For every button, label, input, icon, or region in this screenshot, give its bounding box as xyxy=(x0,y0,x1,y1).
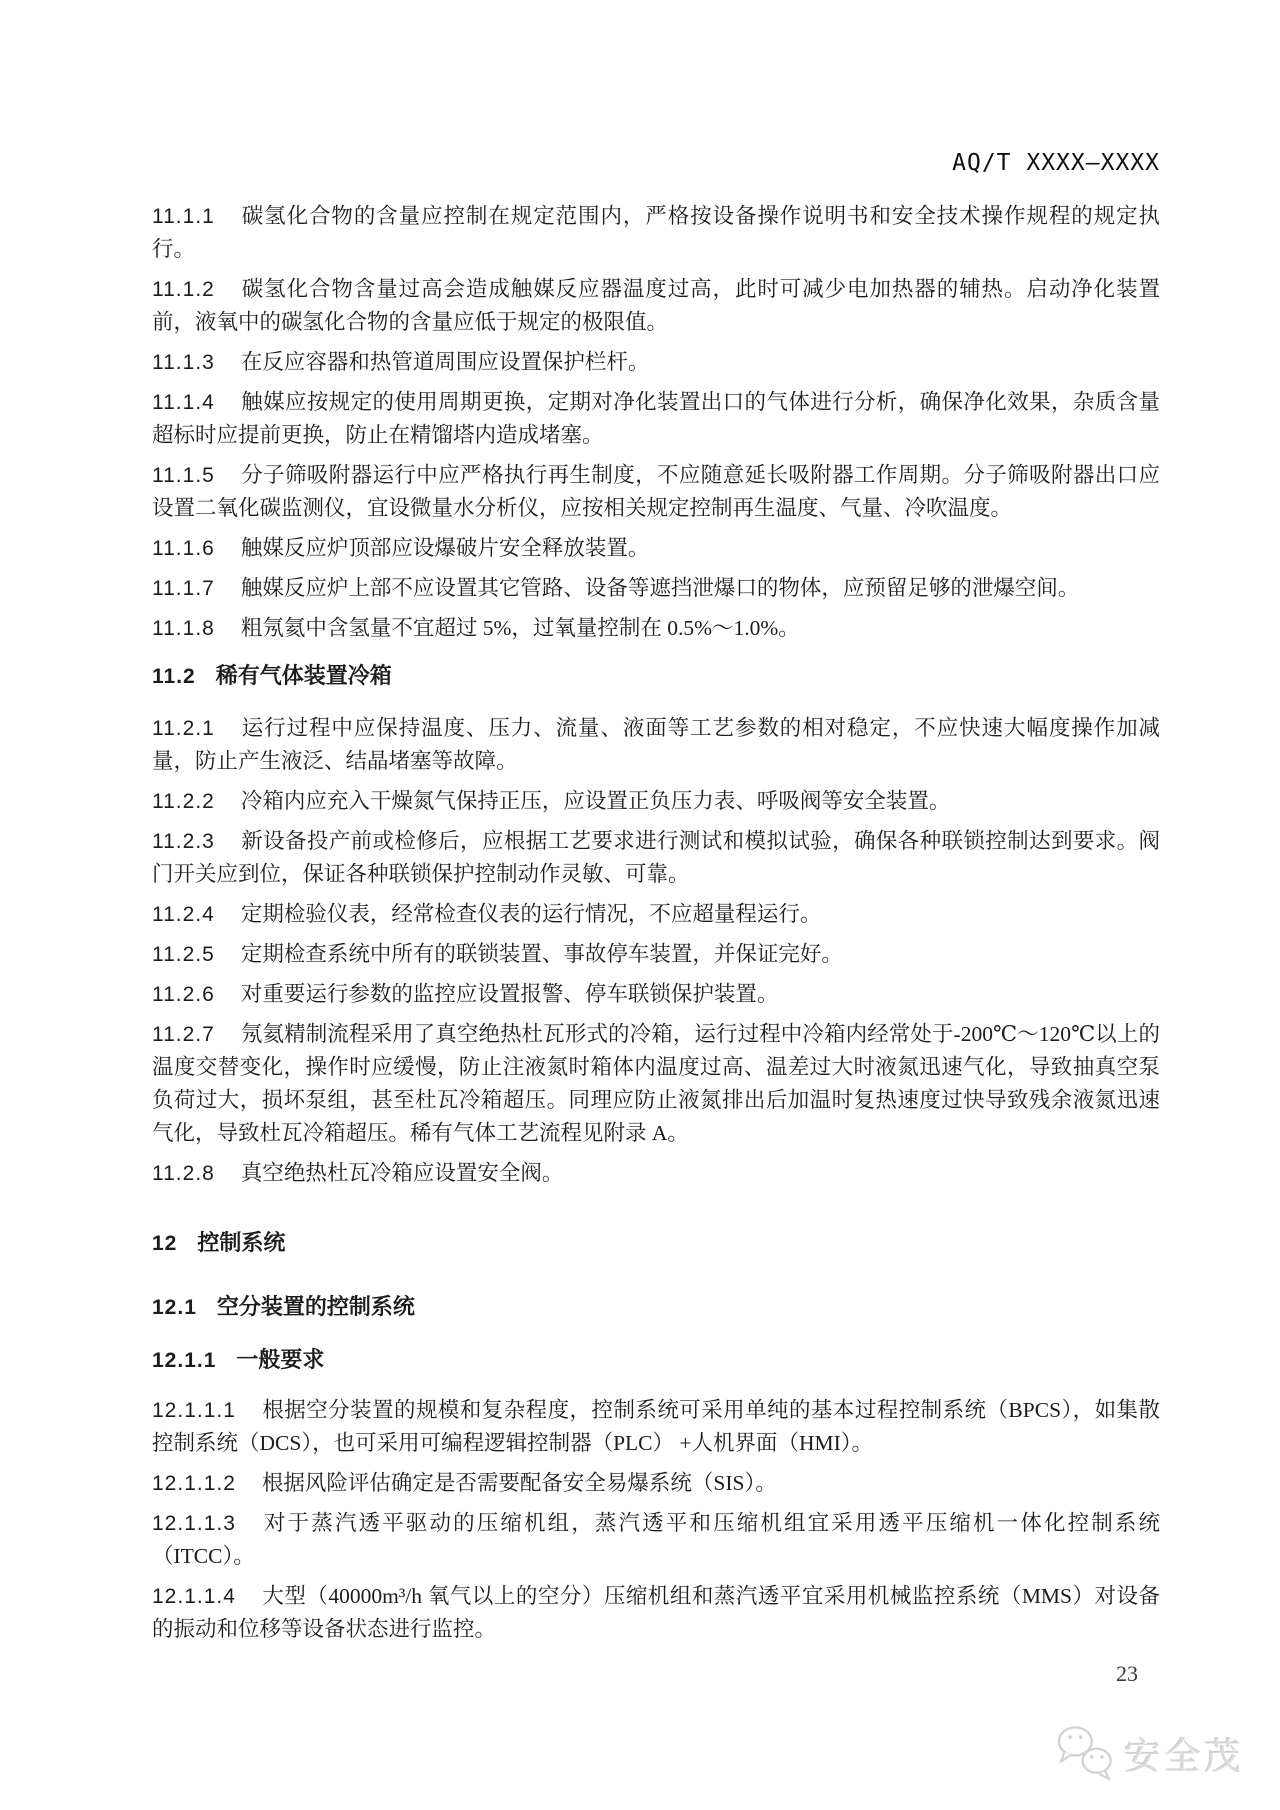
section-heading xyxy=(152,1290,1160,1324)
clause-text: 定期检验仪表，经常检查仪表的运行情况，不应超量程运行。 xyxy=(240,902,822,926)
clause-number: 11.2.6 xyxy=(152,983,215,1006)
clause-number: 12.1.1.2 xyxy=(152,1472,236,1495)
clause-paragraph xyxy=(152,532,1160,565)
page-number: 23 xyxy=(1116,1661,1138,1686)
clause-number: 12 xyxy=(152,1232,178,1255)
clause-number: 11.2.5 xyxy=(152,943,215,966)
clause-paragraph xyxy=(152,459,1160,525)
clause-paragraph xyxy=(152,898,1160,931)
clause-number: 12.1.1.4 xyxy=(152,1585,236,1608)
clause-text: 根据空分装置的规模和复杂程度，控制系统可采用单纯的基本过程控制系统（BPCS），如集散控制系统（DCS），也可采用可编程逻辑控制器（PLC） +人机界面（HMI）。 xyxy=(152,1398,1160,1455)
clause-number: 11.2.1 xyxy=(152,717,215,740)
clause-number: 11.1.6 xyxy=(152,537,215,560)
clause-text: 稀有气体装置冷箱 xyxy=(215,663,392,688)
clause-text: 一般要求 xyxy=(236,1347,325,1372)
clause-text: 运行过程中应保持温度、压力、流量、液面等工艺参数的相对稳定，不应快速大幅度操作加减量，防止产生液泛、结晶堵塞等故障。 xyxy=(152,716,1160,773)
clause-number: 11.2.4 xyxy=(152,903,215,926)
clause-number: 12.1.1.3 xyxy=(152,1512,236,1535)
section-heading xyxy=(152,1343,1160,1377)
clause-number: 11.2.2 xyxy=(152,790,215,813)
section-heading xyxy=(152,1226,1160,1260)
clause-number: 11.2.8 xyxy=(152,1162,215,1185)
clause-paragraph xyxy=(152,273,1160,339)
clause-paragraph xyxy=(152,978,1160,1011)
clause-text: 真空绝热杜瓦冷箱应设置安全阀。 xyxy=(240,1161,564,1185)
document-body xyxy=(152,200,1160,1653)
clause-number: 12.1 xyxy=(152,1296,197,1319)
section-heading xyxy=(152,659,1160,693)
clause-text: 触媒应按规定的使用周期更换，定期对净化装置出口的气体进行分析，确保净化效果，杂质含量超标时应提前更换，防止在精馏塔内造成堵塞。 xyxy=(152,390,1160,447)
clause-paragraph xyxy=(152,1467,1160,1500)
clause-text: 定期检查系统中所有的联锁装置、事故停车装置，并保证完好。 xyxy=(240,942,843,966)
clause-paragraph xyxy=(152,200,1160,266)
clause-number: 11.1.8 xyxy=(152,617,215,640)
clause-paragraph xyxy=(152,785,1160,818)
watermark-text: 安全茂 xyxy=(1124,1736,1244,1777)
doc-code: AQ/T XXXX—XXXX xyxy=(952,150,1160,176)
clause-number: 11.2 xyxy=(152,665,196,688)
clause-text: 控制系统 xyxy=(197,1230,286,1255)
clause-paragraph xyxy=(152,1580,1160,1646)
clause-text: 大型（40000m³/h 氧气以上的空分）压缩机组和蒸汽透平宜采用机械监控系统（MMS）对设备的振动和位移等设备状态进行监控。 xyxy=(152,1584,1160,1641)
clause-text: 空分装置的控制系统 xyxy=(216,1294,415,1319)
clause-text: 在反应容器和热管道周围应设置保护栏杆。 xyxy=(240,350,650,374)
clause-number: 11.1.3 xyxy=(152,351,215,374)
clause-text: 分子筛吸附器运行中应严格执行再生制度，不应随意延长吸附器工作周期。分子筛吸附器出口应设置二氧化碳监测仪，宜设微量水分析仪，应按相关规定控制再生温度、气量、冷吹温度。 xyxy=(152,463,1160,520)
clause-text: 新设备投产前或检修后，应根据工艺要求进行测试和模拟试验，确保各种联锁控制达到要求。阀门开关应到位，保证各种联锁保护控制动作灵敏、可靠。 xyxy=(152,829,1160,886)
clause-number: 11.2.7 xyxy=(152,1023,215,1046)
clause-number: 11.1.5 xyxy=(152,464,215,487)
clause-text: 触媒反应炉顶部应设爆破片安全释放装置。 xyxy=(240,536,650,560)
clause-text: 氖氦精制流程采用了真空绝热杜瓦形式的冷箱，运行过程中冷箱内经常处于-200℃～120℃以上的温度交替变化，操作时应缓慢，防止注液氮时箱体内温度过高、温差过大时液氮迅速气化，导致抽真空泵负荷过大，损坏泵组，甚至杜瓦冷箱超压。同理应防止液氮排出后加温时复热速度过快导致残余液氮迅速气化，导致杜瓦冷箱超压。稀有气体工艺流程见附录 A。 xyxy=(152,1022,1160,1145)
clause-text: 根据风险评估确定是否需要配备安全易爆系统（SIS）。 xyxy=(261,1471,777,1495)
clause-text: 对重要运行参数的监控应设置报警、停车联锁保护装置。 xyxy=(240,982,779,1006)
clause-paragraph xyxy=(152,938,1160,971)
clause-text: 触媒反应炉上部不应设置其它管路、设备等遮挡泄爆口的物体，应预留足够的泄爆空间。 xyxy=(240,576,1080,600)
clause-text: 粗氖氦中含氢量不宜超过 5%，过氧量控制在 0.5%～1.0%。 xyxy=(240,616,800,640)
clause-paragraph xyxy=(152,346,1160,379)
clause-paragraph xyxy=(152,1157,1160,1190)
clause-number: 12.1.1 xyxy=(152,1349,217,1372)
watermark xyxy=(1054,1724,1244,1782)
clause-paragraph xyxy=(152,1018,1160,1150)
clause-paragraph xyxy=(152,572,1160,605)
clause-number: 12.1.1.1 xyxy=(152,1399,236,1422)
wechat-icon xyxy=(1054,1724,1116,1782)
clause-paragraph xyxy=(152,825,1160,891)
clause-paragraph xyxy=(152,612,1160,645)
clause-number: 11.1.7 xyxy=(152,577,215,600)
clause-paragraph xyxy=(152,1507,1160,1573)
clause-number: 11.1.4 xyxy=(152,391,215,414)
clause-text: 冷箱内应充入干燥氮气保持正压，应设置正负压力表、呼吸阀等安全装置。 xyxy=(240,789,951,813)
clause-number: 11.2.3 xyxy=(152,830,215,853)
clause-text: 对于蒸汽透平驱动的压缩机组，蒸汽透平和压缩机组宜采用透平压缩机一体化控制系统（ITCC）。 xyxy=(152,1511,1160,1568)
clause-paragraph xyxy=(152,1394,1160,1460)
clause-number: 11.1.1 xyxy=(152,205,215,228)
clause-text: 碳氢化合物含量过高会造成触媒反应器温度过高，此时可减少电加热器的辅热。启动净化装置前，液氧中的碳氢化合物的含量应低于规定的极限值。 xyxy=(152,277,1160,334)
clause-paragraph xyxy=(152,712,1160,778)
clause-paragraph xyxy=(152,386,1160,452)
document-header xyxy=(152,150,1160,176)
clause-number: 11.1.2 xyxy=(152,278,215,301)
clause-text: 碳氢化合物的含量应控制在规定范围内，严格按设备操作说明书和安全技术操作规程的规定执行。 xyxy=(152,204,1160,261)
